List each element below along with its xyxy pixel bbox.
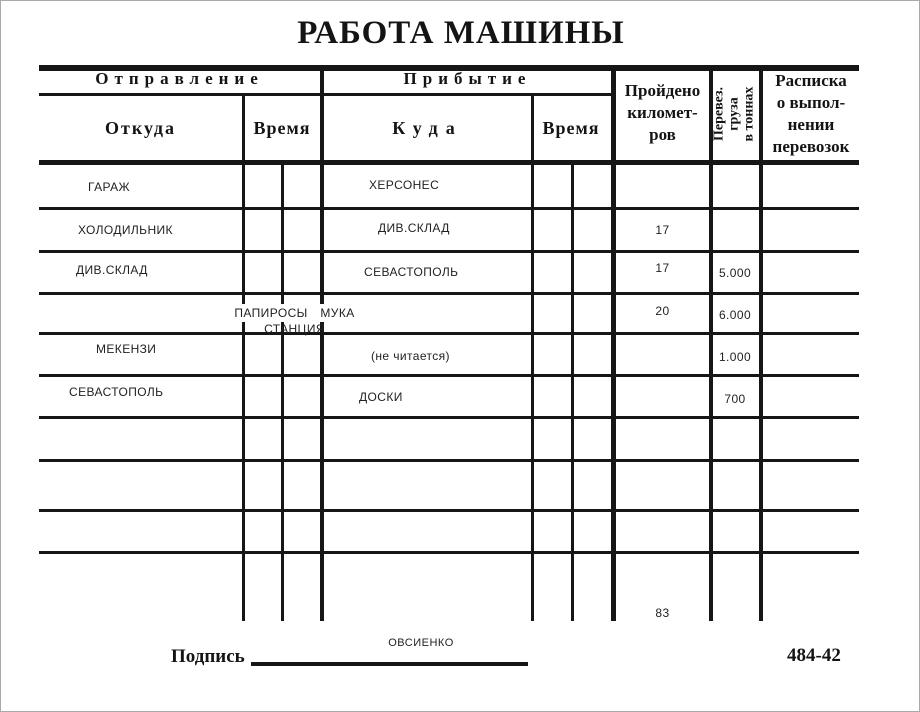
col-rule-from-time — [242, 96, 245, 621]
page-title: РАБОТА МАШИНЫ — [297, 15, 625, 51]
row-rule-5 — [39, 374, 859, 377]
total-km-value: 83 — [655, 606, 670, 620]
departure-time-column-header: Время — [253, 118, 311, 138]
distance-header-line2: километ- — [627, 103, 698, 122]
row-rule-3 — [39, 292, 859, 295]
col-rule-arrival-distance — [611, 65, 616, 621]
col-rule-arrtime-mid — [571, 165, 574, 621]
receipt-header-line1: Расписка — [775, 71, 847, 90]
distance-column-header — [616, 80, 709, 146]
row-rule-7 — [39, 459, 859, 462]
cell-r4-km: 20 — [655, 304, 670, 318]
col-rule-departure-arrival — [320, 65, 324, 621]
cell-r3-to: СЕВАСТОПОЛЬ — [364, 265, 459, 279]
row-rule-8 — [39, 509, 859, 512]
cell-r6-from: СЕВАСТОПОЛЬ — [69, 385, 164, 399]
cell-r3-tons: 5.000 — [718, 266, 752, 280]
cell-r5-tons: 1.000 — [718, 350, 752, 364]
arrival-time-column-header: Время — [542, 118, 600, 138]
arrival-group-header: Прибытие — [403, 69, 532, 88]
col-rule-to-time — [531, 96, 534, 621]
cargo-header-line2: груза — [726, 97, 742, 131]
cell-r1-to: ХЕРСОНЕС — [369, 178, 440, 192]
cell-r2-to: ДИВ.СКЛАД — [378, 221, 450, 235]
receipt-header-line2: о выпол- — [776, 93, 846, 112]
row-rule-4 — [39, 332, 859, 335]
cell-r3-km: 17 — [655, 261, 670, 275]
cell-r6-tons: 700 — [724, 392, 746, 406]
departure-group-header: Отправление — [95, 69, 264, 88]
row-rule-6 — [39, 416, 859, 419]
receipt-header-line3: нении — [787, 115, 835, 134]
cargo-header-line1: Перевез. — [711, 87, 727, 142]
signature-name: ОВСИЕНКО — [388, 637, 454, 649]
cargo-header-line3: в тоннах — [741, 86, 757, 142]
header-bottom-rule — [39, 160, 859, 165]
row-rule-2 — [39, 250, 859, 253]
cell-r4-tons: 6.000 — [718, 308, 752, 322]
signature-line — [251, 662, 528, 666]
cell-r4-span-cargo-note: ПАПИРОСЫ МУКА СТАНЦИЯ — [206, 304, 383, 322]
distance-header-line3: ров — [649, 125, 676, 144]
receipt-header-line4: перевозок — [772, 137, 850, 156]
to-column-header: Куда — [392, 118, 463, 138]
row-rule-1 — [39, 207, 859, 210]
cell-r5-from: МЕКЕНЗИ — [96, 342, 157, 356]
cell-r2-km: 17 — [655, 223, 670, 237]
group-header-rule — [39, 93, 615, 96]
cell-r6-to: ДОСКИ — [359, 390, 403, 404]
cell-r2-from: ХОЛОДИЛЬНИК — [78, 223, 173, 237]
cell-r3-from: ДИВ.СКЛАД — [76, 263, 148, 277]
receipt-column-header — [763, 70, 859, 158]
form-number: 484-42 — [787, 645, 841, 666]
cargo-column-header-rotated — [712, 69, 758, 160]
distance-header-line1: Пройдено — [624, 81, 701, 100]
signature-label: Подпись — [171, 646, 245, 667]
row-rule-9 — [39, 551, 859, 554]
cell-r1-from: ГАРАЖ — [88, 180, 130, 194]
from-column-header: Откуда — [105, 118, 176, 138]
cell-r5-to: (не читается) — [371, 349, 450, 363]
col-rule-deptime-mid — [281, 165, 284, 621]
